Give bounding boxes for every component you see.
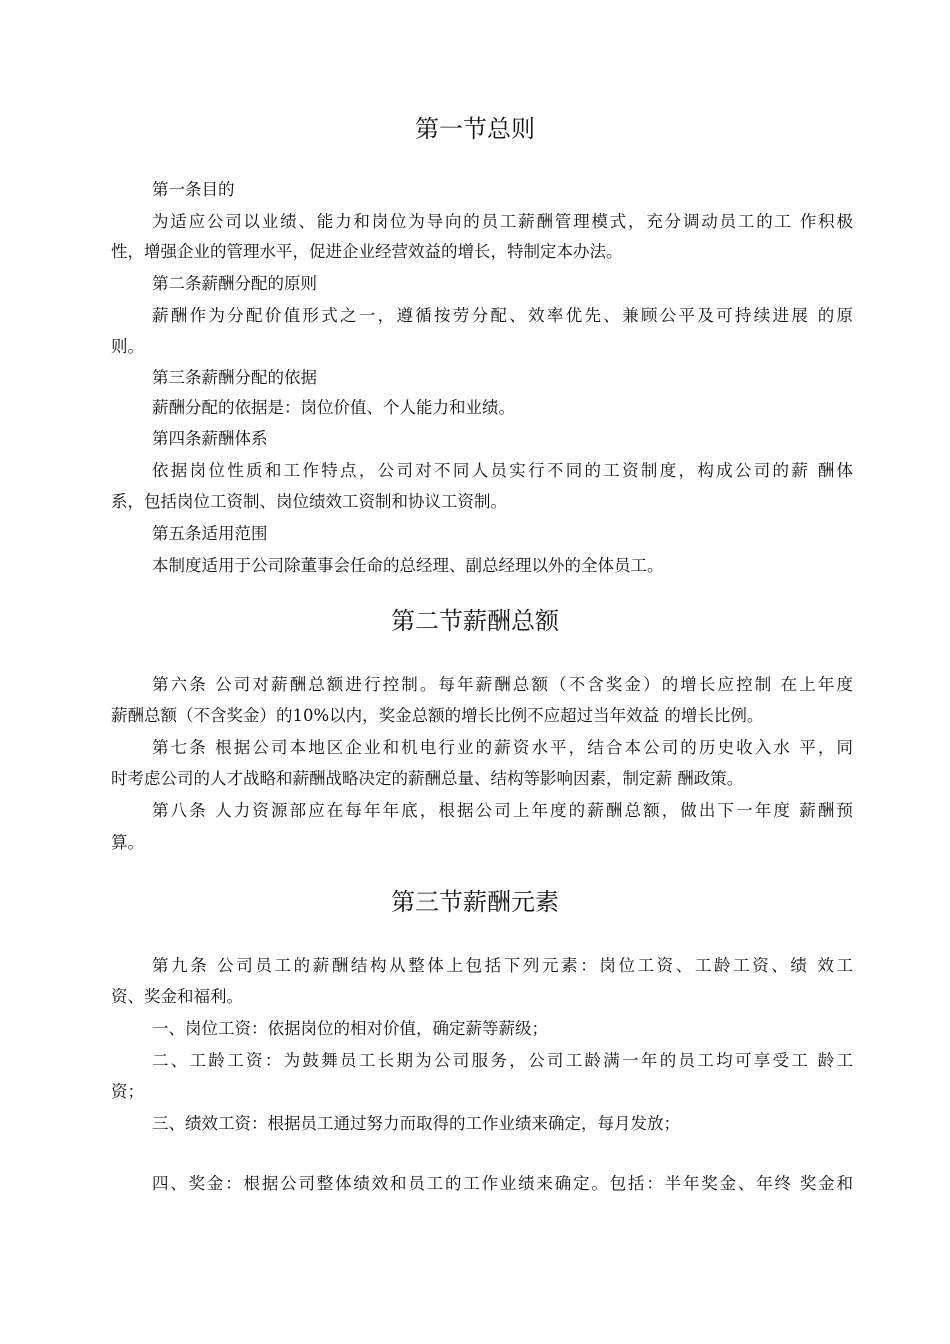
article-heading: 第二条薪酬分配的原则 <box>152 274 317 293</box>
paragraph-line: 为适应公司以业绩、能力和岗位为导向的员工薪酬管理模式，充分调动员工的工 作积极 <box>152 212 853 231</box>
paragraph-line: 第八条 人力资源部应在每年年底，根据公司上年度的薪酬总额，做出下一年度 薪酬预 <box>152 801 853 820</box>
paragraph-line: 薪酬作为分配价值形式之一，遵循按劳分配、效率优先、兼顾公平及可持续进展 的原 <box>152 306 853 325</box>
list-item: 四、奖金：根据公司整体绩效和员工的工作业绩来确定。包括：半年奖金、年终 奖金和 <box>152 1174 853 1193</box>
paragraph-line: 系，包括岗位工资制、岗位绩效工资制和协议工资制。 <box>111 492 507 511</box>
paragraph-line: 薪酬分配的依据是：岗位价值、个人能力和业绩。 <box>152 398 515 417</box>
article-heading: 第一条目的 <box>152 180 235 199</box>
paragraph-line: 依据岗位性质和工作特点，公司对不同人员实行不同的工资制度，构成公司的薪 酬体 <box>152 461 853 480</box>
paragraph-line: 第九条 公司员工的薪酬结构从整体上包括下列元素：岗位工资、工龄工资、绩 效工 <box>152 956 853 975</box>
article-heading: 第三条薪酬分配的依据 <box>152 368 317 387</box>
paragraph-line: 性，增强企业的管理水平，促进企业经营效益的增长，特制定本办法。 <box>111 242 623 261</box>
article-heading: 第五条适用范围 <box>152 524 268 543</box>
paragraph-line: 第六条 公司对薪酬总额进行控制。每年薪酬总额（不含奖金）的增长应控制 在上年度 <box>152 675 853 694</box>
list-item: 三、绩效工资：根据员工通过努力而取得的工作业绩来确定，每月发放； <box>152 1114 680 1133</box>
article-heading: 第四条薪酬体系 <box>152 429 268 448</box>
paragraph-line: 资； <box>111 1082 144 1101</box>
paragraph-line: 算。 <box>111 833 144 852</box>
section-title: 第一节总则 <box>415 115 535 143</box>
paragraph-line: 时考虑公司的人才战略和薪酬战略决定的薪酬总量、结构等影响因素，制定薪 酬政策。 <box>111 769 744 788</box>
paragraph-line: 薪酬总额（不含奖金）的10%以内，奖金总额的增长比例不应超过当年效益 的增长比例。 <box>111 706 764 725</box>
paragraph-line: 第七条 根据公司本地区企业和机电行业的薪资水平，结合本公司的历史收入水 平，同 <box>152 738 853 757</box>
paragraph-line: 则。 <box>111 337 144 356</box>
section-title: 第二节薪酬总额 <box>391 607 559 635</box>
paragraph-line: 本制度适用于公司除董事会任命的总经理、副总经理以外的全体员工。 <box>152 556 664 575</box>
list-item: 二、工龄工资：为鼓舞员工长期为公司服务，公司工龄满一年的员工均可享受工 龄工 <box>152 1051 853 1070</box>
section-title: 第三节薪酬元素 <box>391 888 559 916</box>
paragraph-line: 资、奖金和福利。 <box>111 987 243 1006</box>
list-item: 一、岗位工资：依据岗位的相对价值，确定薪等薪级； <box>152 1019 548 1038</box>
